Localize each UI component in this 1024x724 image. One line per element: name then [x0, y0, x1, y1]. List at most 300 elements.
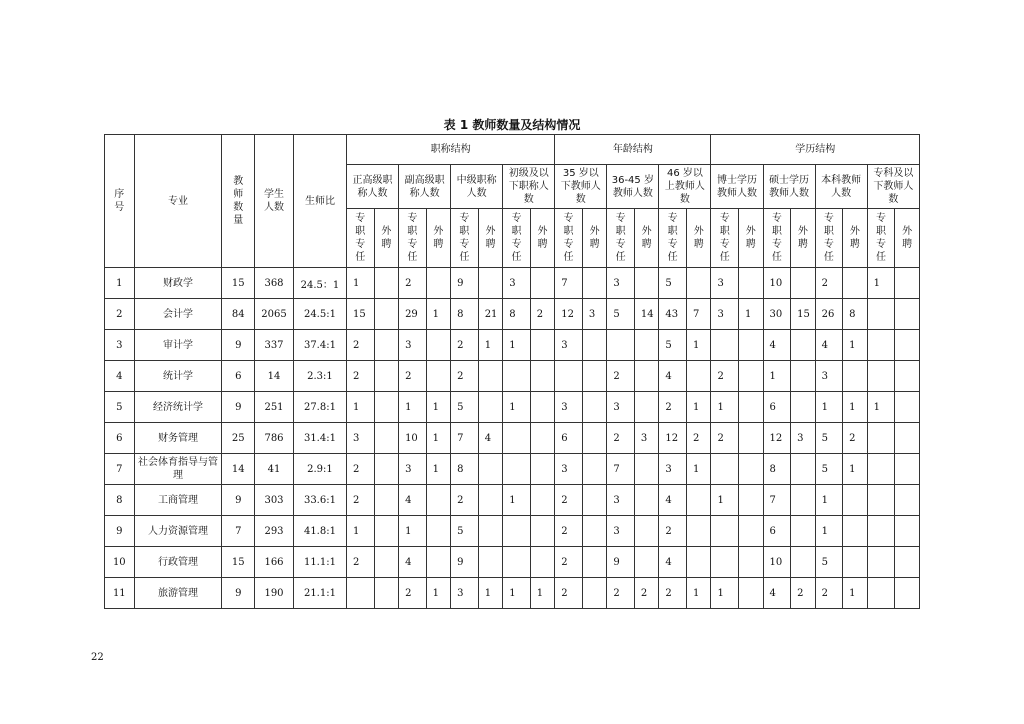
cell-value: 1	[478, 330, 503, 361]
cell-value: 1	[530, 578, 555, 609]
cell-value: 7	[686, 299, 711, 330]
cell-value: 5	[451, 516, 479, 547]
cell-value	[374, 423, 399, 454]
cell-value	[739, 485, 764, 516]
teacher-structure-table	[104, 134, 920, 609]
cell-value: 2	[399, 578, 427, 609]
cell-value: 1	[763, 361, 791, 392]
cell-value: 7	[763, 485, 791, 516]
cell-value: 3	[451, 578, 479, 609]
cell-value: 1	[686, 454, 711, 485]
cell-value	[374, 299, 399, 330]
cell-value: 3	[711, 299, 739, 330]
cell-value: 1	[399, 516, 427, 547]
header-external: 外聘	[426, 209, 451, 268]
cell-value: 2	[686, 423, 711, 454]
cell-students: 14	[255, 361, 294, 392]
header-fulltime: 专职专任	[711, 209, 739, 268]
cell-value: 2	[347, 361, 375, 392]
table-title: 表 1 教师数量及结构情况	[443, 118, 581, 132]
cell-value	[530, 547, 555, 578]
cell-students: 337	[255, 330, 294, 361]
cell-value	[739, 392, 764, 423]
cell-value	[582, 361, 607, 392]
cell-value: 2	[659, 516, 687, 547]
cell-value	[739, 454, 764, 485]
cell-value	[426, 547, 451, 578]
header-fulltime: 专职专任	[451, 209, 479, 268]
cell-ratio: 24.5：1	[293, 268, 346, 299]
cell-value: 1	[843, 392, 868, 423]
cell-value	[530, 361, 555, 392]
cell-teachers: 14	[222, 454, 255, 485]
cell-value	[426, 268, 451, 299]
cell-value	[634, 547, 659, 578]
cell-value	[686, 485, 711, 516]
page-number: 22	[91, 652, 104, 663]
header-external: 外聘	[582, 209, 607, 268]
cell-value: 1	[503, 578, 531, 609]
cell-value	[739, 516, 764, 547]
cell-value: 3	[582, 299, 607, 330]
cell-value: 2	[659, 392, 687, 423]
cell-seq: 3	[105, 330, 135, 361]
cell-value: 3	[634, 423, 659, 454]
cell-value	[503, 547, 531, 578]
cell-value: 2	[530, 299, 555, 330]
cell-seq: 10	[105, 547, 135, 578]
cell-value: 3	[711, 268, 739, 299]
cell-value: 3	[399, 330, 427, 361]
header-external: 外聘	[739, 209, 764, 268]
cell-value: 2	[451, 330, 479, 361]
cell-value: 2	[607, 423, 635, 454]
cell-value: 4	[659, 361, 687, 392]
cell-value: 6	[555, 423, 583, 454]
cell-value: 3	[555, 454, 583, 485]
cell-value: 2	[555, 485, 583, 516]
cell-value	[582, 547, 607, 578]
cell-value	[374, 361, 399, 392]
cell-value	[867, 423, 895, 454]
cell-value: 3	[815, 361, 843, 392]
cell-major: 经济统计学	[134, 392, 222, 423]
header-subgroup: 35 岁以下教师人数	[555, 165, 607, 209]
cell-ratio: 33.6:1	[293, 485, 346, 516]
cell-value	[374, 268, 399, 299]
cell-value	[582, 392, 607, 423]
cell-value	[503, 423, 531, 454]
cell-value	[530, 268, 555, 299]
cell-value: 5	[815, 454, 843, 485]
cell-value	[867, 361, 895, 392]
cell-value	[686, 516, 711, 547]
cell-value	[634, 454, 659, 485]
cell-value	[686, 547, 711, 578]
cell-value	[686, 361, 711, 392]
cell-value	[478, 485, 503, 516]
cell-value	[867, 516, 895, 547]
table-row	[105, 547, 920, 578]
cell-value	[426, 361, 451, 392]
cell-value	[739, 547, 764, 578]
cell-value: 1	[815, 392, 843, 423]
cell-value	[711, 516, 739, 547]
cell-value: 2	[711, 423, 739, 454]
cell-value	[530, 330, 555, 361]
header-external: 外聘	[634, 209, 659, 268]
cell-value	[791, 485, 816, 516]
cell-value: 5	[815, 547, 843, 578]
cell-value	[634, 330, 659, 361]
cell-ratio: 2.9:1	[293, 454, 346, 485]
cell-value: 8	[451, 299, 479, 330]
cell-value: 9	[607, 547, 635, 578]
cell-ratio: 11.1:1	[293, 547, 346, 578]
cell-value: 29	[399, 299, 427, 330]
cell-value: 5	[451, 392, 479, 423]
cell-students: 293	[255, 516, 294, 547]
cell-teachers: 15	[222, 547, 255, 578]
cell-value: 8	[843, 299, 868, 330]
cell-value: 2	[555, 516, 583, 547]
cell-value	[895, 361, 920, 392]
cell-value	[895, 392, 920, 423]
cell-value	[530, 454, 555, 485]
cell-value: 5	[659, 268, 687, 299]
cell-value: 7	[607, 454, 635, 485]
cell-value: 2	[451, 361, 479, 392]
cell-value: 1	[503, 330, 531, 361]
cell-value	[867, 299, 895, 330]
cell-value	[530, 485, 555, 516]
cell-value: 1	[426, 299, 451, 330]
header-subgroup: 初级及以下职称人数	[503, 165, 555, 209]
header-external: 外聘	[478, 209, 503, 268]
header-group-age: 年龄结构	[555, 135, 711, 165]
cell-value: 3	[791, 423, 816, 454]
header-external: 外聘	[895, 209, 920, 268]
cell-seq: 8	[105, 485, 135, 516]
cell-value: 15	[791, 299, 816, 330]
cell-value: 1	[867, 392, 895, 423]
cell-value: 1	[711, 485, 739, 516]
cell-teachers: 84	[222, 299, 255, 330]
cell-value	[867, 454, 895, 485]
cell-value: 2	[791, 578, 816, 609]
cell-value: 1	[347, 516, 375, 547]
table-row	[105, 423, 920, 454]
cell-value	[347, 578, 375, 609]
cell-students: 786	[255, 423, 294, 454]
cell-students: 2065	[255, 299, 294, 330]
cell-value	[895, 330, 920, 361]
cell-value: 4	[659, 485, 687, 516]
cell-teachers: 9	[222, 578, 255, 609]
cell-value: 7	[451, 423, 479, 454]
cell-value: 4	[659, 547, 687, 578]
cell-value	[607, 330, 635, 361]
header-subgroup: 46 岁以上教师人数	[659, 165, 711, 209]
cell-value	[843, 268, 868, 299]
cell-value	[791, 516, 816, 547]
cell-seq: 1	[105, 268, 135, 299]
cell-value	[867, 578, 895, 609]
cell-major: 社会体育指导与管理	[134, 454, 222, 485]
cell-value: 3	[399, 454, 427, 485]
cell-value	[791, 547, 816, 578]
cell-value: 5	[815, 423, 843, 454]
cell-value: 1	[815, 485, 843, 516]
cell-value	[843, 361, 868, 392]
cell-value: 1	[843, 454, 868, 485]
cell-value: 3	[607, 392, 635, 423]
cell-value	[478, 454, 503, 485]
cell-value	[711, 330, 739, 361]
cell-value	[895, 485, 920, 516]
cell-value: 1	[426, 423, 451, 454]
cell-value: 10	[399, 423, 427, 454]
cell-value	[895, 423, 920, 454]
cell-value: 1	[843, 578, 868, 609]
cell-value	[791, 268, 816, 299]
cell-ratio: 21.1:1	[293, 578, 346, 609]
cell-major: 审计学	[134, 330, 222, 361]
cell-value	[582, 268, 607, 299]
cell-major: 人力资源管理	[134, 516, 222, 547]
cell-value: 1	[426, 392, 451, 423]
header-seq: 序号	[105, 135, 135, 268]
cell-value	[374, 454, 399, 485]
cell-value: 1	[347, 392, 375, 423]
cell-value: 4	[399, 485, 427, 516]
cell-value	[843, 516, 868, 547]
cell-seq: 11	[105, 578, 135, 609]
cell-value	[634, 485, 659, 516]
cell-major: 旅游管理	[134, 578, 222, 609]
cell-students: 368	[255, 268, 294, 299]
cell-value: 12	[659, 423, 687, 454]
cell-value: 4	[399, 547, 427, 578]
cell-ratio: 37.4:1	[293, 330, 346, 361]
table-row	[105, 485, 920, 516]
cell-major: 统计学	[134, 361, 222, 392]
cell-value: 1	[347, 268, 375, 299]
cell-value	[711, 547, 739, 578]
cell-value	[582, 578, 607, 609]
cell-value: 2	[451, 485, 479, 516]
header-subgroup: 副高级职称人数	[399, 165, 451, 209]
cell-value: 9	[451, 547, 479, 578]
cell-value	[503, 454, 531, 485]
cell-value: 2	[347, 454, 375, 485]
cell-value: 2	[347, 485, 375, 516]
cell-value: 1	[815, 516, 843, 547]
cell-value: 8	[763, 454, 791, 485]
cell-value	[634, 392, 659, 423]
cell-value	[426, 485, 451, 516]
cell-value	[503, 516, 531, 547]
cell-seq: 9	[105, 516, 135, 547]
cell-value	[426, 516, 451, 547]
table-row	[105, 454, 920, 485]
cell-value: 2	[815, 268, 843, 299]
cell-value: 1	[711, 392, 739, 423]
cell-value	[582, 423, 607, 454]
cell-value: 10	[763, 268, 791, 299]
cell-value: 2	[815, 578, 843, 609]
cell-major: 会计学	[134, 299, 222, 330]
cell-value: 30	[763, 299, 791, 330]
cell-teachers: 25	[222, 423, 255, 454]
cell-value: 7	[555, 268, 583, 299]
header-fulltime: 专职专任	[555, 209, 583, 268]
table-row	[105, 299, 920, 330]
cell-value	[867, 547, 895, 578]
cell-value	[843, 485, 868, 516]
cell-ratio: 41.8:1	[293, 516, 346, 547]
cell-value	[374, 578, 399, 609]
cell-value	[478, 268, 503, 299]
cell-major: 行政管理	[134, 547, 222, 578]
cell-value: 4	[815, 330, 843, 361]
cell-value	[843, 547, 868, 578]
header-major: 专业	[134, 135, 222, 268]
cell-seq: 7	[105, 454, 135, 485]
cell-value: 9	[451, 268, 479, 299]
header-fulltime: 专职专任	[659, 209, 687, 268]
cell-value	[503, 361, 531, 392]
cell-value	[374, 547, 399, 578]
cell-value: 2	[711, 361, 739, 392]
cell-ratio: 31.4:1	[293, 423, 346, 454]
cell-value	[634, 268, 659, 299]
cell-value: 1	[686, 330, 711, 361]
cell-students: 251	[255, 392, 294, 423]
header-students: 学生人数	[255, 135, 294, 268]
cell-value: 15	[347, 299, 375, 330]
cell-value: 2	[555, 578, 583, 609]
cell-major: 工商管理	[134, 485, 222, 516]
cell-value	[426, 330, 451, 361]
cell-value	[739, 268, 764, 299]
cell-seq: 2	[105, 299, 135, 330]
cell-ratio: 24.5:1	[293, 299, 346, 330]
cell-value	[530, 423, 555, 454]
cell-value	[711, 454, 739, 485]
cell-value	[478, 361, 503, 392]
cell-value: 8	[503, 299, 531, 330]
cell-seq: 6	[105, 423, 135, 454]
cell-teachers: 15	[222, 268, 255, 299]
header-external: 外聘	[374, 209, 399, 268]
cell-value: 2	[634, 578, 659, 609]
cell-value: 43	[659, 299, 687, 330]
cell-value	[895, 516, 920, 547]
header-subgroup: 正高级职称人数	[347, 165, 399, 209]
cell-value	[374, 485, 399, 516]
cell-value: 1	[426, 454, 451, 485]
header-subgroup: 36-45 岁教师人数	[607, 165, 659, 209]
cell-value	[478, 547, 503, 578]
header-subgroup: 硕士学历教师人数	[763, 165, 815, 209]
table-row	[105, 578, 920, 609]
cell-value	[739, 330, 764, 361]
cell-value: 1	[867, 268, 895, 299]
table-row	[105, 516, 920, 547]
cell-teachers: 9	[222, 330, 255, 361]
header-external: 外聘	[686, 209, 711, 268]
cell-value: 12	[555, 299, 583, 330]
cell-value	[374, 392, 399, 423]
cell-value: 21	[478, 299, 503, 330]
header-fulltime: 专职专任	[503, 209, 531, 268]
cell-value: 3	[555, 330, 583, 361]
cell-value: 12	[763, 423, 791, 454]
cell-value	[634, 516, 659, 547]
cell-ratio: 27.8:1	[293, 392, 346, 423]
cell-value: 1	[503, 485, 531, 516]
cell-value: 4	[478, 423, 503, 454]
header-fulltime: 专职专任	[347, 209, 375, 268]
cell-value: 5	[607, 299, 635, 330]
cell-value: 3	[659, 454, 687, 485]
cell-value	[582, 516, 607, 547]
cell-value	[791, 454, 816, 485]
cell-value	[582, 454, 607, 485]
cell-value	[530, 392, 555, 423]
cell-value: 2	[347, 330, 375, 361]
cell-value: 6	[763, 392, 791, 423]
cell-value	[686, 268, 711, 299]
header-fulltime: 专职专任	[607, 209, 635, 268]
cell-value: 5	[659, 330, 687, 361]
cell-value: 1	[686, 578, 711, 609]
header-group-title: 职称结构	[347, 135, 555, 165]
cell-value: 1	[843, 330, 868, 361]
cell-value	[895, 578, 920, 609]
cell-value: 1	[478, 578, 503, 609]
cell-students: 303	[255, 485, 294, 516]
cell-value	[374, 330, 399, 361]
cell-value	[582, 330, 607, 361]
header-subgroup: 本科教师人数	[815, 165, 867, 209]
cell-value: 2	[399, 268, 427, 299]
cell-value	[791, 392, 816, 423]
cell-value: 10	[763, 547, 791, 578]
cell-value	[582, 485, 607, 516]
cell-students: 41	[255, 454, 294, 485]
cell-value	[478, 392, 503, 423]
cell-value	[895, 268, 920, 299]
header-fulltime: 专职专任	[399, 209, 427, 268]
cell-value: 1	[426, 578, 451, 609]
table-row	[105, 361, 920, 392]
cell-value: 2	[607, 578, 635, 609]
header-fulltime: 专职专任	[815, 209, 843, 268]
cell-value: 1	[711, 578, 739, 609]
cell-value: 1	[399, 392, 427, 423]
cell-teachers: 6	[222, 361, 255, 392]
cell-major: 财务管理	[134, 423, 222, 454]
cell-value	[374, 516, 399, 547]
table-row	[105, 392, 920, 423]
cell-seq: 4	[105, 361, 135, 392]
cell-value	[634, 361, 659, 392]
cell-students: 166	[255, 547, 294, 578]
cell-value: 1	[503, 392, 531, 423]
cell-value: 4	[763, 578, 791, 609]
